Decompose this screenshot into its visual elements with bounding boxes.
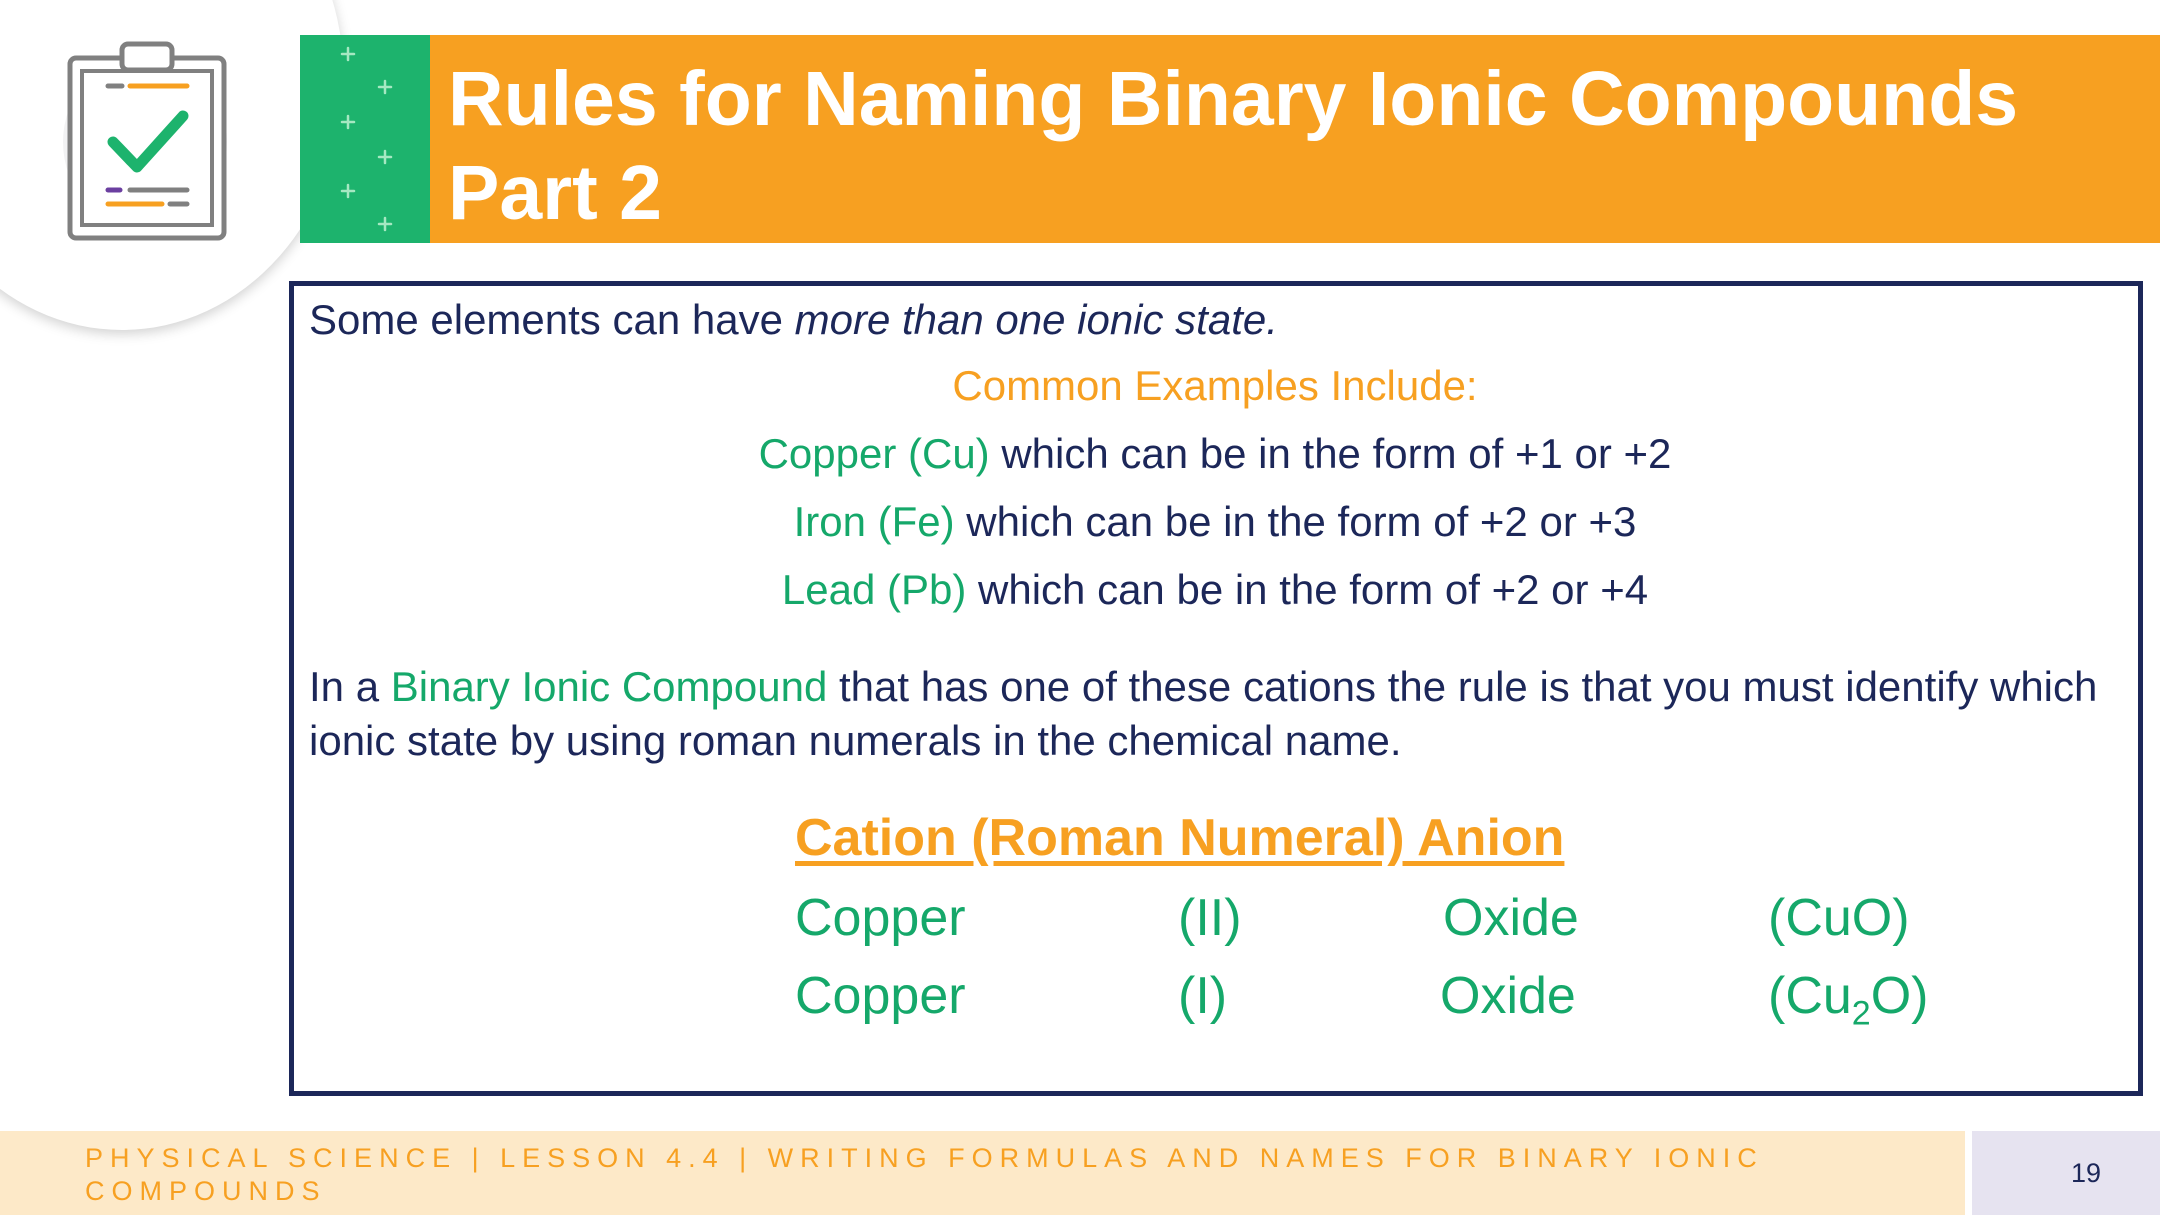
example-element: Copper (Cu) [758, 430, 990, 477]
example-text: which can be in the form of +2 or +3 [954, 498, 1637, 545]
decorative-stripe [300, 35, 432, 243]
row-anion: Oxide [1443, 889, 1579, 947]
page-number: 19 [2070, 1158, 2102, 1188]
formula-main: (CuO) [1768, 889, 1910, 947]
paragraph-start: In a [309, 663, 391, 710]
formula-subscript: 2 [1851, 994, 1871, 1033]
example-copper [300, 430, 2130, 478]
example-text: which can be in the form of +2 or +4 [966, 566, 1649, 613]
formula-heading: Cation (Roman Numeral) Anion [795, 809, 1565, 867]
title-line-2: Part 2 [448, 150, 663, 236]
example-element: Lead (Pb) [781, 566, 967, 613]
example-element: Iron (Fe) [793, 498, 955, 545]
intro-plain: Some elements can have [309, 296, 795, 343]
row-cation: Copper [795, 967, 966, 1025]
title-line-1: Rules for Naming Binary Ionic Compounds [448, 56, 2019, 142]
row-numeral: (I) [1178, 967, 1228, 1025]
example-text: which can be in the form of +1 or +2 [989, 430, 1672, 477]
intro-italic: more than one ionic state. [794, 296, 1278, 343]
rule-paragraph [309, 660, 2119, 768]
intro-text [309, 296, 1278, 344]
examples-heading: Common Examples Include: [952, 362, 1478, 409]
example-iron [300, 498, 2130, 546]
clipboard-checklist-icon [40, 24, 255, 254]
paragraph-rest: that has one of these cations the rule is that you must identify which ionic state by using roman numerals in the chemical name. [309, 663, 2098, 764]
row-formula [1768, 888, 1910, 955]
page-title [448, 52, 2138, 240]
row-cation: Copper [795, 889, 966, 947]
row-anion: Oxide [1440, 967, 1576, 1025]
formula-tail: O) [1870, 967, 1929, 1025]
example-lead [300, 566, 2130, 614]
row-formula [1768, 966, 1928, 1033]
footer-text: PHYSICAL SCIENCE | LESSON 4.4 | WRITING FORMULAS AND NAMES FOR BINARY IONIC COMPOUNDS [85, 1143, 1764, 1206]
formula-main: (Cu [1768, 967, 1852, 1025]
paragraph-highlight: Binary Ionic Compound [390, 663, 828, 710]
row-numeral: (II) [1178, 889, 1242, 947]
